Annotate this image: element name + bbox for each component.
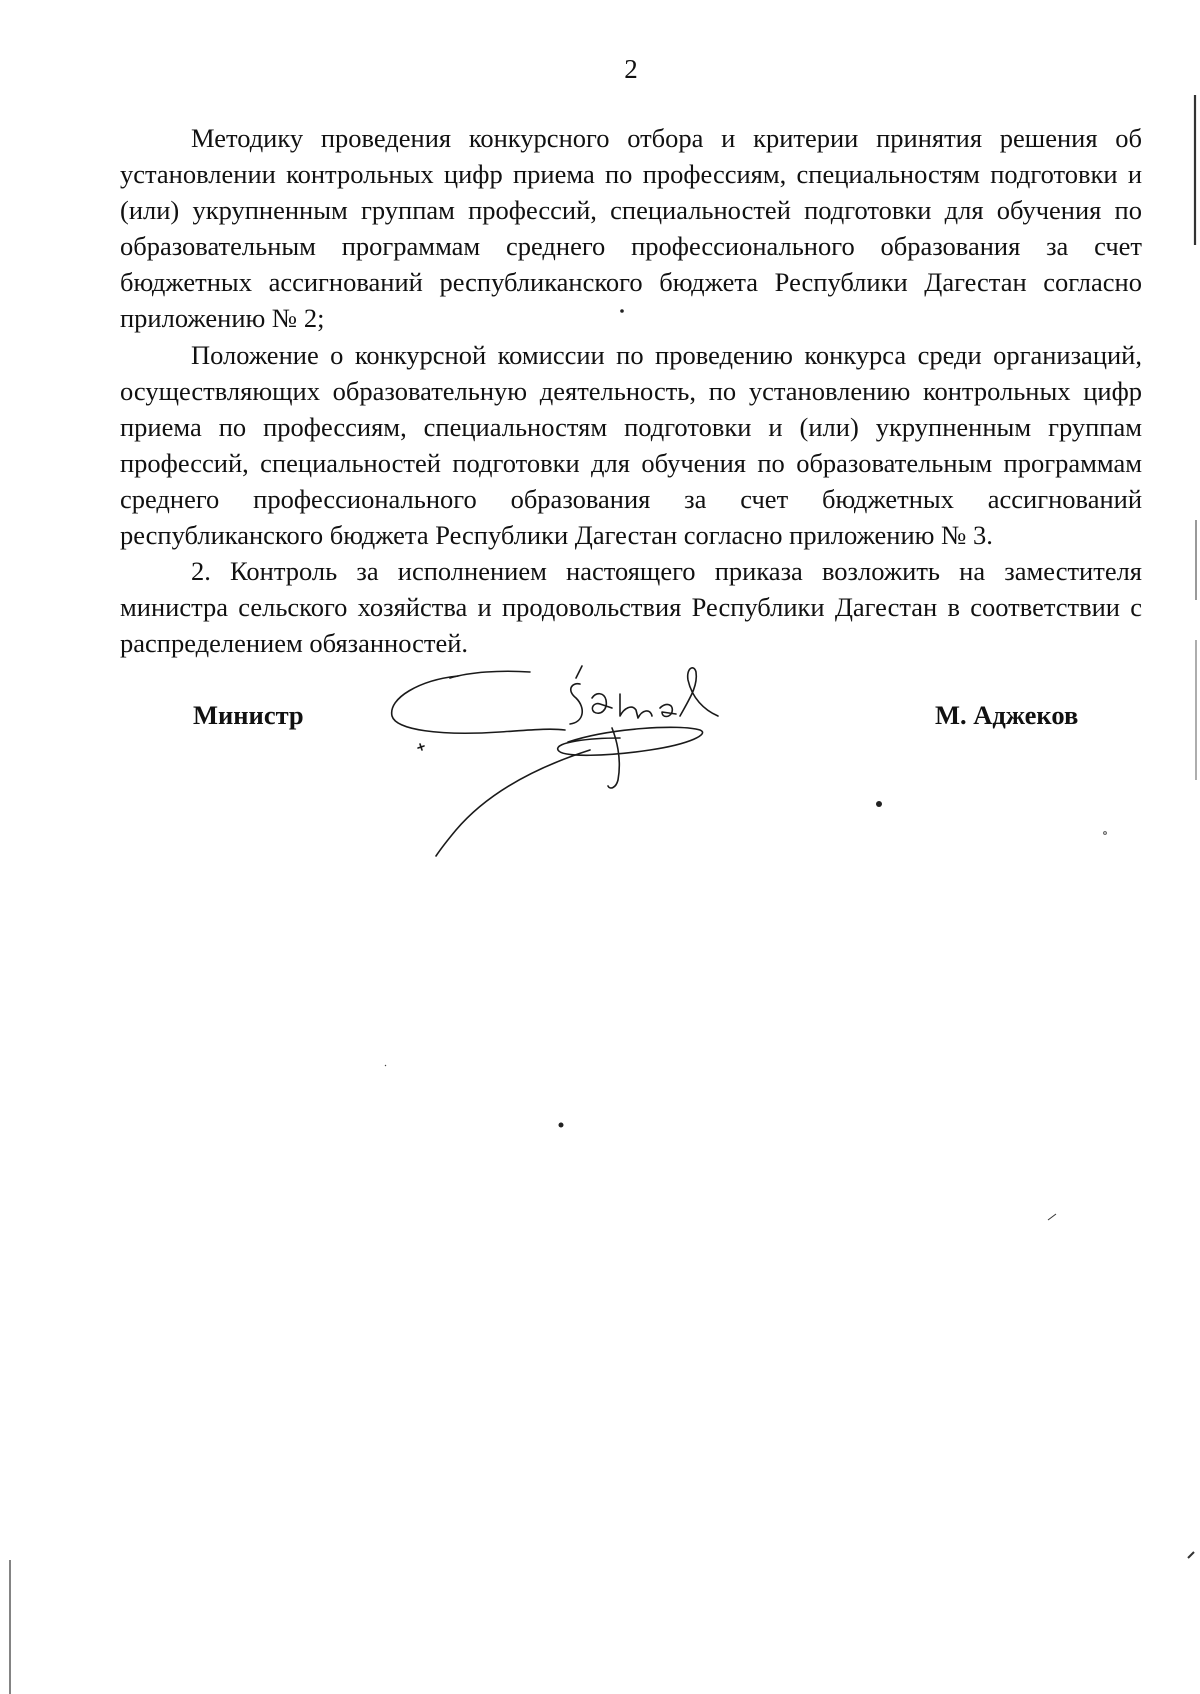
signatory-name: М. Аджеков (935, 700, 1079, 730)
signature-block (0, 700, 1200, 900)
paragraph-methodology: Методику проведения конкурсного отбора и критерии принятия решения об установлении контрольных цифр приема по профессиям, специальностям подготовки и (или) укрупненным группам профессий, специальностей подготовки для обучения по образовательным программам среднего профессионального образования за счет бюджетных ассигнований республиканского бюджета Республики Дагестан согласно приложению № 2; (120, 123, 1142, 334)
signatory-position: Министр (193, 700, 304, 730)
paragraph-control-clause: 2. Контроль за исполнением настоящего приказа возложить на заместителя министра сельского хозяйства и продовольствия Республики Дагестан в соответствии с распределением обязанностей. (120, 556, 1142, 659)
handwritten-signature (380, 658, 800, 888)
page-number: 2 (624, 54, 638, 84)
document-body (120, 120, 1142, 661)
paragraph-commission-regulation: Положение о конкурсной комиссии по проведению конкурса среди организаций, осуществляющих образовательную деятельность, по установлению контрольных цифр приема по профессиям, специальностям подготовки и (или) укрупненным группам профессий, специальностей подготовки для обучения по образовательным программам среднего профессионального образования за счет бюджетных ассигнований республиканского бюджета Республики Дагестан согласно приложению № 3. (120, 339, 1142, 551)
